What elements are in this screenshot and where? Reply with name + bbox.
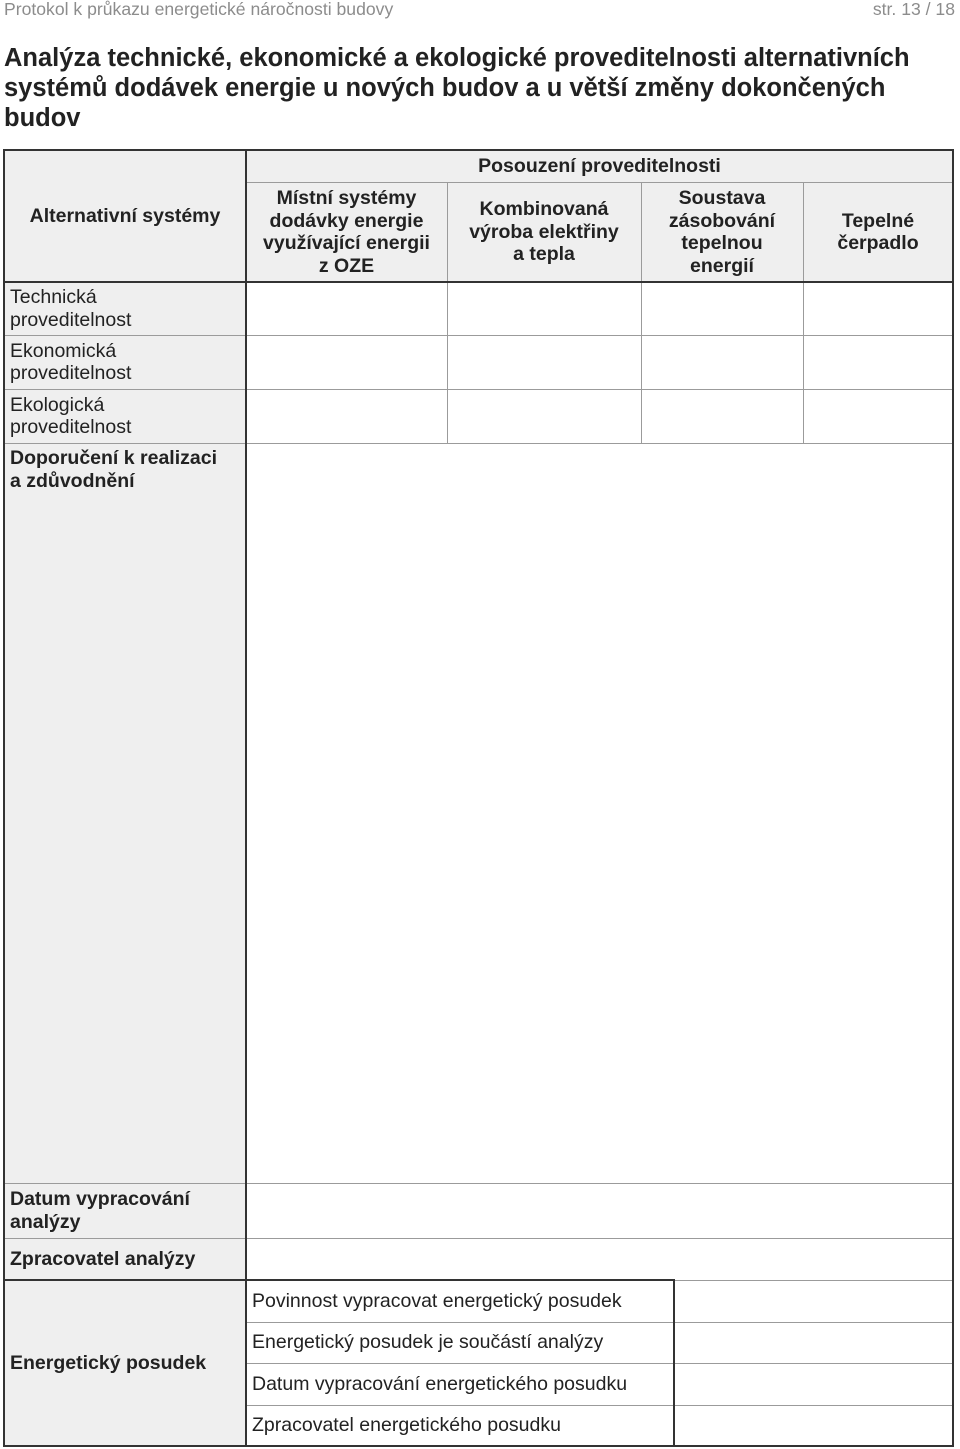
row-label-text: Technická proveditelnost [10, 286, 132, 331]
row-label-text: Doporučení k realizaci a zdůvodnění [10, 447, 217, 492]
document-header-title: Protokol k průkazu energetické náročnosti budovy [4, 0, 394, 19]
energy-assessment-item-text: Povinnost vypracovat energetický posudek [252, 1289, 622, 1312]
column-header-label: Tepelné čerpadlo [837, 209, 919, 254]
row-label-text: Ekonomická proveditelnost [10, 339, 132, 384]
row-label-text: Ekologická proveditelnost [10, 393, 132, 438]
row-label-text: Energetický posudek [10, 1351, 207, 1374]
group-header-label: Posouzení proveditelnosti [478, 154, 721, 177]
corner-header-label: Alternativní systémy [29, 204, 221, 227]
column-header-label: Soustava zásobování tepelnou energií [668, 187, 776, 277]
page-number: str. 13 / 18 [872, 0, 955, 19]
energy-assessment-item-text: Zpracovatel energetického posudku [252, 1414, 561, 1437]
column-header-label: Místní systémy dodávky energie využívající energii z OZE [263, 187, 430, 277]
section-title: Analýza technické, ekonomické a ekologické proveditelnosti alternativních systémů dodávek energie u nových budov a u větší změny dokončených budov [4, 44, 910, 132]
table-frame [3, 149, 954, 1447]
column-header-label: Kombinovaná výroba elektřiny a tepla [469, 198, 619, 266]
energy-assessment-item-text: Datum vypracování energetického posudku [252, 1372, 628, 1395]
row-label-text: Datum vypracování analýzy [10, 1188, 190, 1233]
energy-assessment-item-text: Energetický posudek je součástí analýzy [252, 1331, 604, 1354]
feasibility-table [4, 150, 953, 1446]
row-label-text: Zpracovatel analýzy [10, 1247, 196, 1270]
